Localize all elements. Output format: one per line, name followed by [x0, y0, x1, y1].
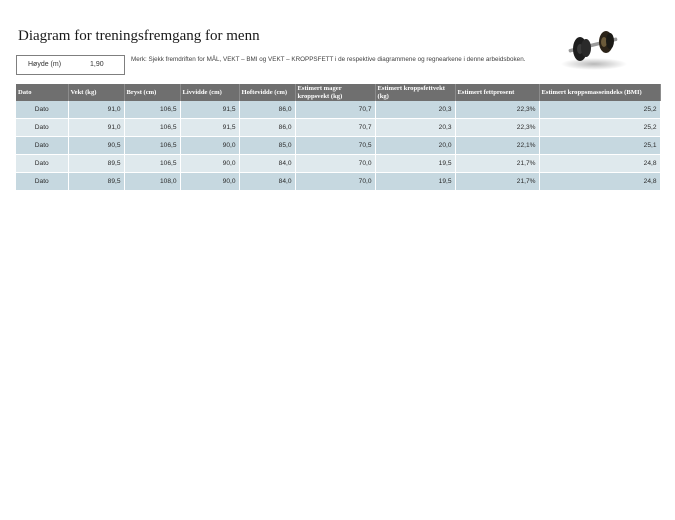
- table-cell[interactable]: 70,0: [295, 155, 375, 173]
- column-header[interactable]: Estimert fettprosent: [455, 84, 539, 101]
- table-cell[interactable]: 91,5: [180, 101, 239, 119]
- table-cell[interactable]: 84,0: [239, 173, 295, 191]
- table-cell[interactable]: 24,8: [539, 173, 660, 191]
- table-cell[interactable]: Dato: [16, 101, 68, 119]
- table-cell[interactable]: 90,0: [180, 155, 239, 173]
- column-header[interactable]: Estimert kroppsfettvekt (kg): [375, 84, 455, 101]
- column-header[interactable]: Vekt (kg): [68, 84, 124, 101]
- table-cell[interactable]: 22,3%: [455, 119, 539, 137]
- table-cell[interactable]: 91,5: [180, 119, 239, 137]
- table-cell[interactable]: 25,1: [539, 137, 660, 155]
- table-cell[interactable]: 70,7: [295, 119, 375, 137]
- table-cell[interactable]: 106,5: [124, 155, 180, 173]
- column-header[interactable]: Dato: [16, 84, 68, 101]
- table-cell[interactable]: 20,3: [375, 101, 455, 119]
- table-cell[interactable]: 91,0: [68, 119, 124, 137]
- table-row: [16, 173, 660, 191]
- column-header[interactable]: Hoftevidde (cm): [239, 84, 295, 101]
- table-cell[interactable]: 106,5: [124, 119, 180, 137]
- table-cell[interactable]: Dato: [16, 173, 68, 191]
- column-header[interactable]: Livvidde (cm): [180, 84, 239, 101]
- table-cell[interactable]: 70,0: [295, 173, 375, 191]
- table-cell[interactable]: Dato: [16, 137, 68, 155]
- height-label: Høyde (m): [28, 61, 62, 68]
- table-cell[interactable]: 24,8: [539, 155, 660, 173]
- table-cell[interactable]: 89,5: [68, 155, 124, 173]
- table-cell[interactable]: 19,5: [375, 155, 455, 173]
- table-header-row: [16, 84, 660, 101]
- table-cell[interactable]: 25,2: [539, 101, 660, 119]
- column-header[interactable]: Estimert kroppsmasseindeks (BMI): [539, 84, 660, 101]
- table-row: [16, 155, 660, 173]
- table-cell[interactable]: 90,5: [68, 137, 124, 155]
- table-cell[interactable]: 86,0: [239, 119, 295, 137]
- table-row: [16, 137, 660, 155]
- page-title: Diagram for treningsfremgang for menn: [18, 28, 260, 44]
- table-cell[interactable]: 21,7%: [455, 155, 539, 173]
- table-cell[interactable]: 70,7: [295, 101, 375, 119]
- table-cell[interactable]: 84,0: [239, 155, 295, 173]
- table-cell[interactable]: 22,1%: [455, 137, 539, 155]
- table-cell[interactable]: 21,7%: [455, 173, 539, 191]
- height-value[interactable]: 1,90: [90, 61, 104, 68]
- table-cell[interactable]: 108,0: [124, 173, 180, 191]
- table-cell[interactable]: Dato: [16, 155, 68, 173]
- table-cell[interactable]: 19,5: [375, 173, 455, 191]
- table-cell[interactable]: 85,0: [239, 137, 295, 155]
- table-cell[interactable]: 91,0: [68, 101, 124, 119]
- table-body: [16, 101, 660, 191]
- dumbbell-icon: [558, 24, 630, 72]
- table-cell[interactable]: 70,5: [295, 137, 375, 155]
- table-row: [16, 119, 660, 137]
- table-cell[interactable]: 25,2: [539, 119, 660, 137]
- table-cell[interactable]: Dato: [16, 119, 68, 137]
- table-cell[interactable]: 90,0: [180, 173, 239, 191]
- table-cell[interactable]: 20,3: [375, 119, 455, 137]
- table-row: [16, 101, 660, 119]
- progress-table: [16, 84, 661, 191]
- table-cell[interactable]: 86,0: [239, 101, 295, 119]
- column-header[interactable]: Bryst (cm): [124, 84, 180, 101]
- table-cell[interactable]: 90,0: [180, 137, 239, 155]
- height-field[interactable]: [16, 55, 125, 75]
- table-cell[interactable]: 89,5: [68, 173, 124, 191]
- note-text: Merk: Sjekk fremdriften for MÅL, VEKT – BMI og VEKT – KROPPSFETT i de respektive diagrammene og regnearkene i denne arbeidsboken.: [131, 56, 526, 63]
- table-cell[interactable]: 22,3%: [455, 101, 539, 119]
- table-cell[interactable]: 106,5: [124, 101, 180, 119]
- table-cell[interactable]: 106,5: [124, 137, 180, 155]
- column-header[interactable]: Estimert mager kroppsvekt (kg): [295, 84, 375, 101]
- table-cell[interactable]: 20,0: [375, 137, 455, 155]
